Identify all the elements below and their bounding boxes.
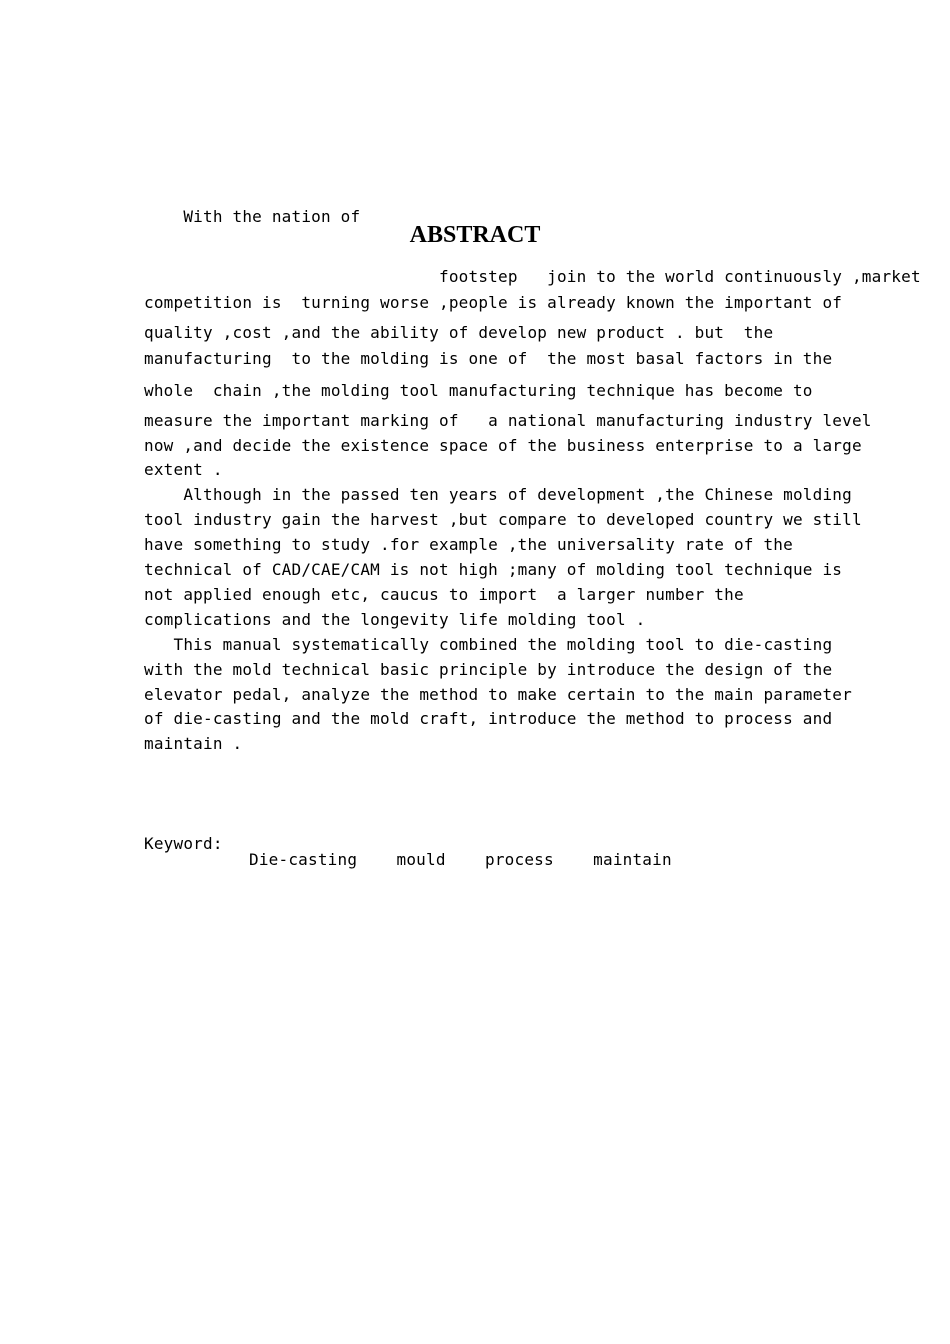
paragraph-1-line: whole chain ,the molding tool manufacturing technique has become to — [144, 381, 813, 400]
paragraph-3-line: maintain . — [144, 734, 243, 753]
paragraph-1-line: quality ,cost ,and the ability of develop new product . but the — [144, 323, 774, 342]
paragraph-2-line: have something to study .for example ,the universality rate of the — [144, 535, 793, 554]
paragraph-1-line: extent . — [144, 460, 223, 479]
paragraph-1-line: competition is turning worse ,people is already known the important of — [144, 293, 843, 312]
paragraph-2-line: technical of CAD/CAE/CAM is not high ;many of molding tool technique is — [144, 560, 843, 579]
paragraph-2-line: complications and the longevity life molding tool . — [144, 610, 646, 629]
paragraph-3-line: elevator pedal, analyze the method to make certain to the main parameter — [144, 685, 852, 704]
paragraph-1-line: footstep join to the world continuously ,market — [144, 267, 921, 286]
abstract-title: ABSTRACT — [409, 222, 541, 248]
paragraph-1-line: measure the important marking of a national manufacturing industry level — [144, 411, 872, 430]
paragraph-2-line: tool industry gain the harvest ,but compare to developed country we still — [144, 510, 862, 529]
paragraph-1-line: With the nation of — [144, 207, 361, 226]
paragraph-1-line: manufacturing to the molding is one of the most basal factors in the — [144, 349, 833, 368]
paragraph-2-line: not applied enough etc, caucus to import a larger number the — [144, 585, 744, 604]
paragraph-2-line: Although in the passed ten years of development ,the Chinese molding — [144, 485, 852, 504]
paragraph-3-line: with the mold technical basic principle by introduce the design of the — [144, 660, 833, 679]
paragraph-3-line: of die-casting and the mold craft, introduce the method to process and — [144, 709, 833, 728]
paragraph-1-line: now ,and decide the existence space of the business enterprise to a large — [144, 436, 862, 455]
paragraph-3-line: This manual systematically combined the molding tool to die-casting — [144, 635, 833, 654]
keywords-list: Die-casting mould process maintain — [249, 850, 672, 869]
keywords-label: Keyword: — [144, 834, 223, 853]
